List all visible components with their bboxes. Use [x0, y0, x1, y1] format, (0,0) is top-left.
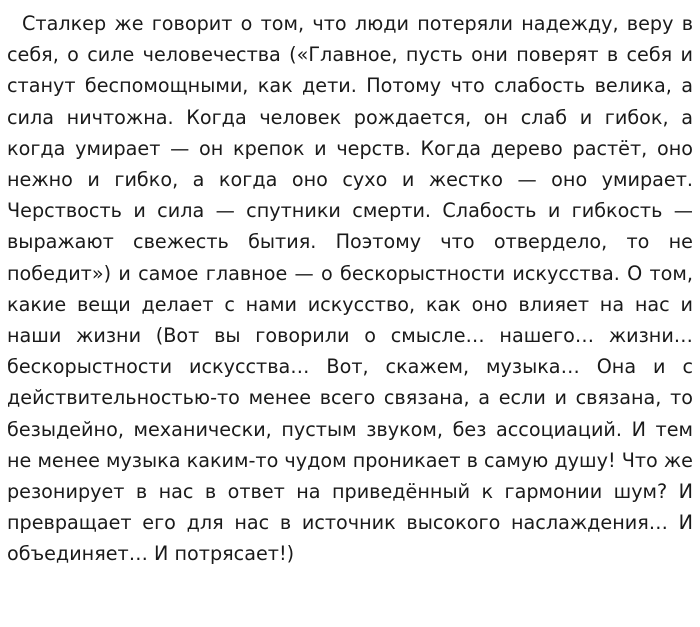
- document-page: [7, 8, 693, 570]
- body-paragraph: Сталкер же говорит о том, что люди потеряли надежду, веру в себя, о силе человечества («Главное, пусть они поверят в себя и станут беспомощными, как дети. Потому что слабость велика, а сила ничтожна. Когда человек рождается, он слаб и гибок, а когда умирает — он крепок и черств. Когда дерево растёт, оно нежно и гибко, а когда оно сухо и жестко — оно умирает. Черствость и сила — спутники смерти. Слабость и гибкость — выражают свежесть бытия. Поэтому что отвердело, то не победит») и самое главное — о бескорыстности искусства. О том, какие вещи делает с нами искусство, как оно влияет на нас и наши жизни (Вот вы говорили о смысле… нашего… жизни… бескорыстности искусства… Вот, скажем, музыка… Она и с действительностью-то менее всего связана, а если и связана, то безыдейно, механически, пустым звуком, без ассоциаций. И тем не менее музыка каким-то чудом проникает в самую душу! Что же резонирует в нас в ответ на приведённый к гармонии шум? И превращает его для нас в источник высокого наслаждения… И объединяет… И потрясает!): [7, 12, 693, 566]
